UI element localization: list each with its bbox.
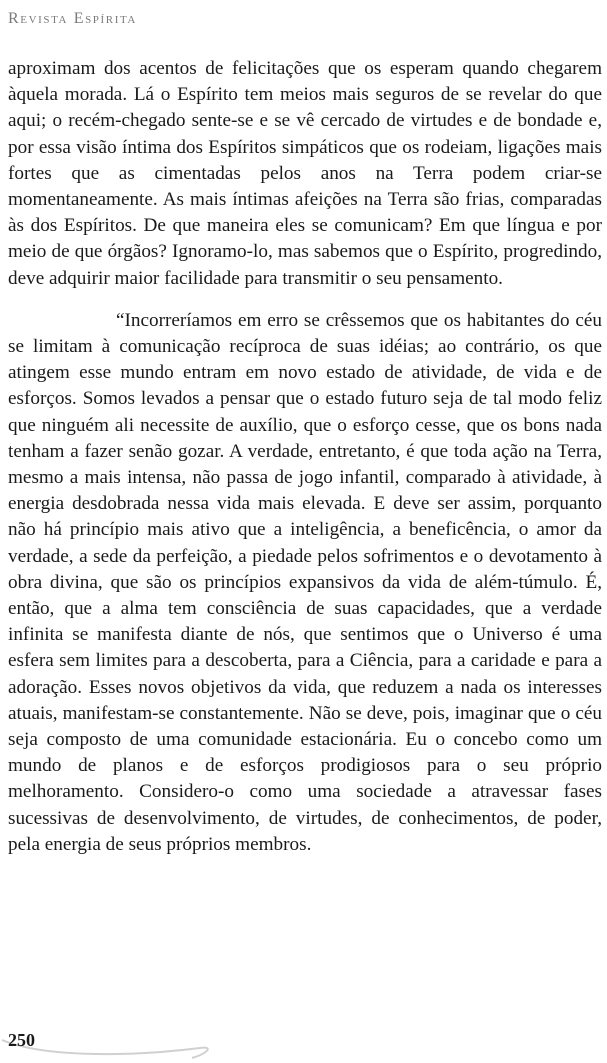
footer-swoosh-ornament bbox=[0, 1030, 240, 1060]
paragraph-2: “Incorreríamos em erro se crêssemos que os habitantes do céu se limitam à comunicação recíproca de suas idéias; ao contrário, os que atingem esse mundo entram em novo estado de atividade, de vida e de esforços. Somos levados a pensar que o estado futuro seja de tal modo feliz que ninguém ali necessite de auxílio, que o esforço cesse, que os bons nada tenham a fazer senão gozar. A verdade, entretanto, é que toda ação na Terra, mesmo a mais intensa, não passa de jogo infantil, comparado à atividade, à energia desdobrada nessa vida mais elevada. E deve ser assim, porquanto não há princípio mais ativo que a inteligência, a beneficência, o amor da verdade, a sede da perfeição, a piedade pelos sofrimentos e o devotamento à obra divina, que são os princípios expansivos da vida de além-túmulo. É, então, que a alma tem consciência de suas capacidades, que a verdade infinita se manifesta diante de nós, que sentimos que o Universo é uma esfera sem limites para a descoberta, para a Ciência, para a caridade e para a adoração. Esses novos objetivos da vida, que reduzem a nada os interesses atuais, manifestam-se constantemente. Não se deve, pois, imaginar que o céu seja composto de uma comunidade estacionária. Eu o concebo como um mundo de planos e de esforços prodigiosos para o seu próprio melhoramento. Considero-o como uma sociedade a atravessar fases sucessivas de desenvolvimento, de virtudes, de conhecimentos, de poder, pela energia de seus próprios membros. bbox=[8, 309, 602, 855]
page-number: 250 bbox=[8, 1030, 35, 1050]
running-header: Revista Espírita bbox=[8, 10, 137, 27]
paragraph-1: aproximam dos acentos de felicitações que os esperam quando chegarem àquela morada. Lá o Espírito tem meios mais seguros de se revelar do que aqui; o recém-chegado sente-se e se vê cercado de virtudes e de bondade e, por essa visão íntima dos Espíritos simpáticos que os rodeiam, ligações mais fortes que as cimentadas pelos anos na Terra podem criar-se momentaneamente. As mais íntimas afeições na Terra são frias, comparadas às dos Espíritos. De que maneira eles se comunicam? Em que língua e por meio de que órgãos? Ignoramo-lo, mas sabemos que o Espírito, progredindo, deve adquirir maior facilidade para transmitir o seu pensamento. bbox=[8, 58, 602, 289]
page-body bbox=[8, 56, 602, 858]
